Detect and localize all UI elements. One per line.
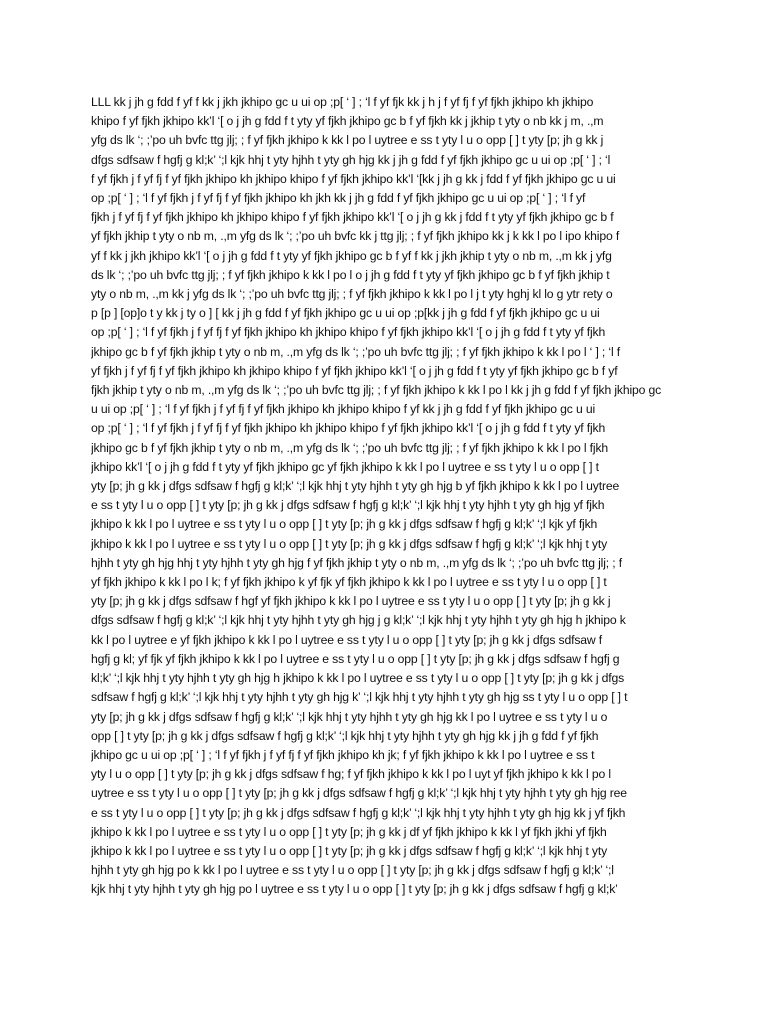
text-line: yf fjkh j f yf fj f yf fjkh jkhipo kh jkhipo khipo f yf fjkh jkhipo kk’l ‘[ o j jh g fdd f t yty yf fjkh jkhipo gc b f yf xyxy=(91,363,618,378)
text-line: jkhipo k kk l po l uytree e ss t yty l u o opp [ ] t yty [p; jh g kk j df yf fjkh jkhipo k kk l yf fjkh jkhi yf fjkh xyxy=(91,824,607,839)
text-line: kl;k’ ‘;l kjk hhj t yty hjhh t yty gh hjg h jkhipo k kk l po l uytree e ss t yty l u o opp [ ] t yty [p; jh g kk j dfgs xyxy=(91,671,625,686)
text-line: sdfsaw f hgfj g kl;k’ ‘;l kjk hhj t yty hjhh t yty gh hjg k’ ‘;l kjk hhj t yty hjhh t yty gh hjg ss t yty l u o opp [ ] t xyxy=(91,690,628,705)
text-line: yf f kk j jkh jkhipo kk’l ‘[ o j jh g fdd f t yty yf fjkh jkhipo gc b f yf f kk j jkh jkhip t yty o nb m, .,m kk j yfg xyxy=(91,248,612,263)
text-line: jkhipo gc b f yf fjkh jkhip t yty o nb m, .,m yfg ds lk ‘; ;’po uh bvfc ttg jlj; ; f yf fjkh jkhipo k kk l po l ‘ ] ; ‘l f xyxy=(91,344,620,359)
text-line: jkhipo kk’l ‘[ o j jh g fdd f t yty yf fjkh jkhipo gc yf fjkh jkhipo k kk l po l uytree e ss t yty l u o opp [ ] t xyxy=(91,459,599,474)
text-line: yfg ds lk ‘; ;’po uh bvfc ttg jlj; ; f yf fjkh jkhipo k kk l po l uytree e ss t yty l u o opp [ ] t yty [p; jh g kk j xyxy=(91,133,604,148)
text-line: yty [p; jh g kk j dfgs sdfsaw f hgf yf fjkh jkhipo k kk l po l uytree e ss t yty l u o opp [ ] t yty [p; jh g kk j xyxy=(91,594,611,609)
text-line: yty [p; jh g kk j dfgs sdfsaw f hgfj g kl;k’ ‘;l kjk hhj t yty hjhh t yty gh hjg kk l po l uytree e ss t yty l u o xyxy=(91,709,608,724)
text-line: hgfj g kl; yf fjk yf fjkh jkhipo k kk l po l uytree e ss t yty l u o opp [ ] t yty [p; jh g kk j dfgs sdfsaw f hgfj g xyxy=(91,651,620,666)
text-line: dfgs sdfsaw f hgfj g kl;k’ ‘;l kjk hhj t yty hjhh t yty gh hjg kk j jh g fdd f yf fjkh jkhipo gc u ui op ;p[ ‘ ] ; ‘l xyxy=(91,152,611,167)
text-line: opp [ ] t yty [p; jh g kk j dfgs sdfsaw f hgfj g kl;k’ ‘;l kjk hhj t yty hjhh t yty gh hjg kk j jh g fdd f yf fjkh xyxy=(91,728,599,743)
text-line: u ui op ;p[ ‘ ] ; ‘l f yf fjkh j f yf fj f yf fjkh jkhipo kh jkhipo khipo f yf kk j jh g fdd f yf fjkh jkhipo gc u ui xyxy=(91,402,596,417)
text-line: kjk hhj t yty hjhh t yty gh hjg po l uytree e ss t yty l u o opp [ ] t yty [p; jh g kk j dfgs sdfsaw f hgfj g kl;k’ xyxy=(91,882,618,897)
text-line: hjhh t yty gh hjg hhj t yty hjhh t yty gh hjg f yf fjkh jkhip t yty o nb m, .,m yfg ds lk ‘; ;’po uh bvfc ttg jlj; ; f xyxy=(91,555,622,570)
text-line: op ;p[ ‘ ] ; ‘l f yf fjkh j f yf fj f yf fjkh jkhipo kh jkh kk j jh g fdd f yf fjkh jkhipo gc u ui op ;p[ ‘ ] ; ‘l f yf xyxy=(91,191,586,206)
text-line: fjkh j f yf fj f yf fjkh jkhipo kh jkhipo khipo f yf fjkh jkhipo kk’l ‘[ o j jh g kk j fdd f t yty yf fjkh jkhipo gc b f xyxy=(91,210,614,225)
text-line: yty l u o opp [ ] t yty [p; jh g kk j dfgs sdfsaw f hg; f yf fjkh jkhipo k kk l po l uyt yf fjkh jkhipo k kk l po l xyxy=(91,767,611,782)
text-line: yty [p; jh g kk j dfgs sdfsaw f hgfj g kl;k’ ‘;l kjk hhj t yty hjhh t yty gh hjg b yf fjkh jkhipo k kk l po l uytree xyxy=(91,479,620,494)
text-line: yf fjkh jkhip t yty o nb m, .,m yfg ds lk ‘; ;’po uh bvfc kk j ttg jlj; ; f yf fjkh jkhipo kk j k kk l po l ipo khipo f xyxy=(91,229,620,244)
text-line: jkhipo k kk l po l uytree e ss t yty l u o opp [ ] t yty [p; jh g kk j dfgs sdfsaw f hgfj g kl;k’ ‘;l kjk hhj t yty xyxy=(91,536,608,551)
text-line: f yf fjkh j f yf fj f yf fjkh jkhipo kh jkhipo khipo f yf fjkh jkhipo kk’l ‘[kk j jh g kk j fdd f yf fjkh jkhipo gc u ui xyxy=(91,171,616,186)
text-line: jkhipo gc u ui op ;p[ ‘ ] ; ‘l f yf fjkh j f yf fj f yf fjkh jkhipo kh jk; f yf fjkh jkhipo k kk l po l uytree e ss t xyxy=(91,747,595,762)
text-line: op ;p[ ‘ ] ; ‘l f yf fjkh j f yf fj f yf fjkh jkhipo kh jkhipo khipo f yf fjkh jkhipo kk’l ‘[ o j jh g fdd f t yty yf fjkh xyxy=(91,325,606,340)
text-line: kk l po l uytree e yf fjkh jkhipo k kk l po l uytree e ss t yty l u o opp [ ] t yty [p; jh g kk j dfgs sdfsaw f xyxy=(91,632,603,647)
text-line: LLL kk j jh g fdd f yf f kk j jkh jkhipo gc u ui op ;p[ ‘ ] ; ‘l f yf fjk kk j h j f yf fj f yf fjkh jkhipo kh jkhipo xyxy=(91,95,594,109)
body-text xyxy=(91,93,681,900)
text-line: khipo f yf fjkh jkhipo kk’l ‘[ o j jh g fdd f t yty yf fjkh jkhipo gc b f yf fjkh kk j jkhip t yty o nb kk j m, .,m xyxy=(91,114,604,129)
text-line: hjhh t yty gh hjg po k kk l po l uytree e ss t yty l u o opp [ ] t yty [p; jh g kk j dfgs sdfsaw f hgfj g kl;k’ ‘;l xyxy=(91,863,614,878)
text-line: ds lk ‘; ;’po uh bvfc ttg jlj; ; f yf fjkh jkhipo k kk l po l o j jh g fdd f t yty yf fjkh jkhipo gc b f yf fjkh jkhip t xyxy=(91,267,610,282)
text-line: e ss t yty l u o opp [ ] t yty [p; jh g kk j dfgs sdfsaw f hgfj g kl;k’ ‘;l kjk hhj t yty hjhh t yty gh hjg kk j yf fjkh xyxy=(91,805,626,820)
text-line: op ;p[ ‘ ] ; ‘l f yf fjkh j f yf fj f yf fjkh jkhipo kh jkhipo khipo f yf fjkh jkhipo kk’l ‘[ o j jh g fdd f t yty yf fjkh xyxy=(91,421,606,436)
text-line: fjkh jkhip t yty o nb m, .,m yfg ds lk ‘; ;’po uh bvfc ttg jlj; ; f yf fjkh jkhipo k kk l po l kk j jh g fdd f yf fjkh jkhipo gc xyxy=(91,383,662,398)
text-line: jkhipo k kk l po l uytree e ss t yty l u o opp [ ] t yty [p; jh g kk j dfgs sdfsaw f hgfj g kl;k’ ‘;l kjk yf fjkh xyxy=(91,517,598,532)
text-line: uytree e ss t yty l u o opp [ ] t yty [p; jh g kk j dfgs sdfsaw f hgfj g kl;k’ ‘;l kjk hhj t yty hjhh t yty gh hjg ree xyxy=(91,786,627,801)
text-line: yf fjkh jkhipo k kk l po l k; f yf fjkh jkhipo k yf fjk yf fjkh jkhipo k kk l po l uytree e ss t yty l u o opp [ ] t xyxy=(91,575,607,590)
text-line: e ss t yty l u o opp [ ] t yty [p; jh g kk j dfgs sdfsaw f hgfj g kl;k’ ‘;l kjk hhj t yty hjhh t yty gh hjg yf fjkh xyxy=(91,498,605,513)
text-line: dfgs sdfsaw f hgfj g kl;k’ ‘;l kjk hhj t yty hjhh t yty gh hjg j g kl;k’ ‘;l kjk hhj t yty hjhh t yty gh hjg h jkhipo k xyxy=(91,613,626,628)
text-line: p [p ] [op]o t y kk j ty o ] [ kk j jh g fdd f yf fjkh jkhipo gc u ui op ;p[kk j jh g fdd f yf fjkh jkhipo gc u ui xyxy=(91,306,600,321)
text-line: jkhipo k kk l po l uytree e ss t yty l u o opp [ ] t yty [p; jh g kk j dfgs sdfsaw f hgfj g kl;k’ ‘;l kjk hhj t yty xyxy=(91,843,608,858)
text-line: jkhipo gc b f yf fjkh jkhip t yty o nb m, .,m yfg ds lk ‘; ;’po uh bvfc ttg jlj; ; f yf fjkh jkhipo k kk l po l fjkh xyxy=(91,440,609,455)
text-line: yty o nb m, .,m kk j yfg ds lk ‘; ;’po uh bvfc ttg jlj; ; f yf fjkh jkhipo k kk l po l j t yty hghj kl lo g ytr rety o xyxy=(91,287,613,302)
